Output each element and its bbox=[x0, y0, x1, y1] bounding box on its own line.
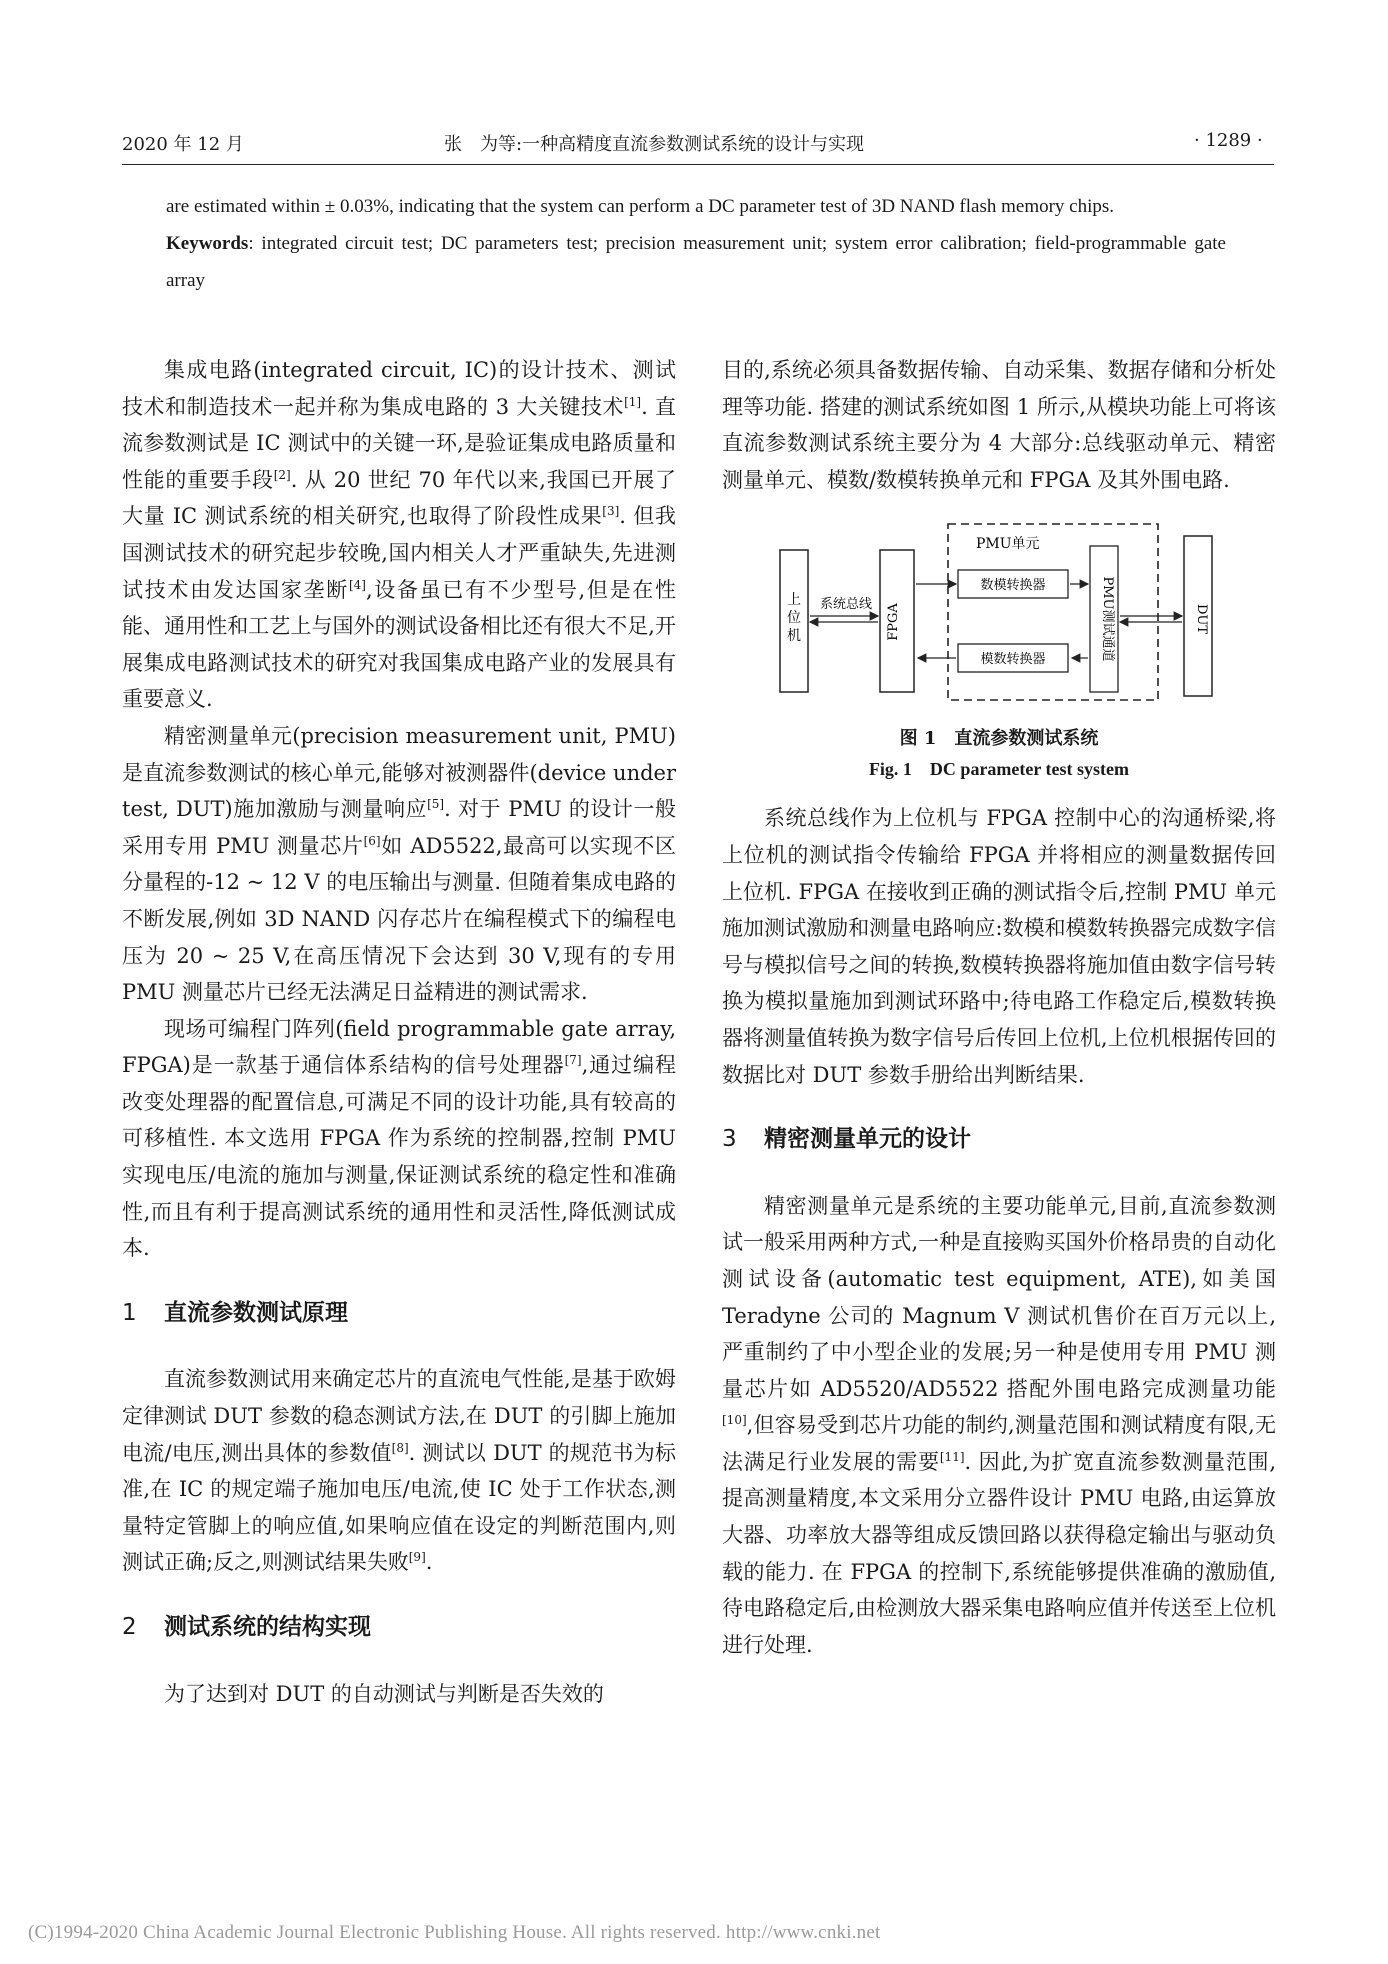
copyright-footer: (C)1994-2020 China Academic Journal Electronic Publishing House. All rights reserved. http://www.cnki.net bbox=[28, 1922, 881, 1943]
host-label-1: 上 bbox=[787, 592, 801, 609]
citation[interactable]: [1] bbox=[624, 394, 642, 409]
citation[interactable]: [7] bbox=[564, 1053, 582, 1068]
citation[interactable]: [5] bbox=[427, 797, 445, 812]
fpga-label: FPGA bbox=[886, 603, 901, 642]
right-column bbox=[722, 352, 1276, 1663]
abstract-block bbox=[166, 188, 1226, 299]
section-heading: 1 直流参数测试原理 bbox=[122, 1299, 348, 1326]
keywords-text: : integrated circuit test; DC parameters test; precision measurement unit; system error calibration; field-programmable gate array bbox=[166, 233, 1226, 291]
paragraph: 系统总线作为上位机与 FPGA 控制中心的沟通桥梁,将上位机的测试指令传输给 FPGA 并将相应的测量数据传回上位机. FPGA 在接收到正确的测试指令后,控制 PMU 单元施加测试激励和测量电路响应:数模和模数转换器完成数字信号与模拟信号之间的转换,数模转换器将施加值由数字信号转换为模拟量施加到测试环路中;待电路工作稳定后,模数转换器将测量值转换为数字信号后传回上位机,上位机根据传回的数据比对 DUT 参数手册给出判断结果. bbox=[722, 806, 1276, 1087]
header-rule bbox=[122, 164, 1274, 165]
paragraph: 目的,系统必须具备数据传输、自动采集、数据存储和分析处理等功能. 搭建的测试系统如图 1 所示,从模块功能上可将该直流参数测试系统主要分为 4 大部分:总线驱动单元、精密测量单元、模数/数模转换单元和 FPGA 及其外围电路. bbox=[722, 358, 1276, 492]
left-column bbox=[122, 352, 676, 1712]
citation[interactable]: [10] bbox=[722, 1413, 747, 1428]
paragraph: 直流参数测试用来确定芯片的直流电气性能,是基于欧姆定律测试 DUT 参数的稳态测试方法,在 DUT 的引脚上施加电流/电压,测出具体的参数值[8]. 测试以 DUT 的规范书为标准,在 IC 的规定端子施加电压/电流,使 IC 处于工作状态,测量特定管脚上的响应值,如果响应值在设定的判断范围内,则测试正确;反之,则测试结果失败[9]. bbox=[122, 1367, 676, 1575]
citation[interactable]: [3] bbox=[602, 504, 620, 519]
citation[interactable]: [11] bbox=[939, 1449, 965, 1464]
adc-label: 模数转换器 bbox=[980, 652, 1046, 668]
citation[interactable]: [2] bbox=[273, 467, 291, 482]
section-heading: 3 精密测量单元的设计 bbox=[722, 1126, 971, 1153]
keywords bbox=[166, 225, 1226, 299]
pmu-unit-label: PMU单元 bbox=[976, 536, 1040, 553]
keywords-label: Keywords bbox=[166, 233, 249, 254]
figure-1 bbox=[722, 516, 1276, 706]
host-label-3: 机 bbox=[787, 628, 801, 645]
paragraph: 为了达到对 DUT 的自动测试与判断是否失效的 bbox=[164, 1681, 604, 1706]
dac-label: 数模转换器 bbox=[980, 578, 1046, 594]
header-title: 张 为等:一种高精度直流参数测试系统的设计与实现 bbox=[444, 134, 865, 155]
paragraph: 现场可编程门阵列(field programmable gate array, FPGA)是一款基于通信体系结构的信号处理器[7],通过编程改变处理器的配置信息,可满足不同的设计功能,具有较高的可移植性. 本文选用 FPGA 作为系统的控制器,控制 PMU 实现电压/电流的施加与测量,保证测试系统的稳定性和准确性,而且有利于提高测试系统的通用性和灵活性,降低测试成本. bbox=[122, 1016, 676, 1261]
citation[interactable]: [8] bbox=[391, 1440, 409, 1455]
paragraph: 集成电路(integrated circuit, IC)的设计技术、测试技术和制造技术一起并称为集成电路的 3 大关键技术[1]. 直流参数测试是 IC 测试中的关键一环,是验证集成电路质量和性能的重要手段[2]. 从 20 世纪 70 年代以来,我国已开展了大量 IC 测试系统的相关研究,也取得了阶段性成果[3]. 但我国测试技术的研究起步较晚,国内相关人才严重缺失,先进测试技术由发达国家垄断[4],设备虽已有不少型号,但是在性能、通用性和工艺上与国外的测试设备相比还有很大不足,开展集成电路测试技术的研究对我国集成电路产业的发展具有重要意义. bbox=[122, 358, 677, 712]
pmu-channel-label: PMU测试通道 bbox=[1100, 576, 1115, 662]
figure-caption-cn: 图 1 直流参数测试系统 bbox=[899, 728, 1099, 750]
paragraph: 精密测量单元是系统的主要功能单元,目前,直流参数测试一般采用两种方式,一种是直接购买国外价格昂贵的自动化测试设备(automatic test equipment, ATE),如美国 Teradyne 公司的 Magnum V 测试机售价在百万元以上,严重制约了中小型企业的发展;另一种是使用专用 PMU 测量芯片如 AD5520/AD5522 搭配外围电路完成测量功能[10],但容易受到芯片功能的制约,测量范围和测试精度有限,无法满足行业发展的需要[11]. 因此,为扩宽直流参数测量范围,提高测量精度,本文采用分立器件设计 PMU 电路,由运算放大器、功率放大器等组成反馈回路以获得稳定输出与驱动负载的能力. 在 FPGA 的控制下,系统能够提供准确的激励值,待电路稳定后,由检测放大器采集电路响应值并传送至上位机进行处理. bbox=[722, 1193, 1277, 1657]
figure-caption-en: Fig. 1 DC parameter test system bbox=[868, 759, 1130, 780]
bus-label: 系统总线 bbox=[819, 597, 873, 613]
block-diagram bbox=[722, 516, 1276, 706]
paragraph: 精密测量单元(precision measurement unit, PMU)是直流参数测试的核心单元,能够对被测器件(device under test, DUT)施加激励与测量响应[5]. 对于 PMU 的设计一般采用专用 PMU 测量芯片[6]如 AD5522,最高可以实现不区分量程的-12 ~ 12 V 的电压输出与测量. 但随着集成电路的不断发展,例如 3D NAND 闪存芯片在编程模式下的编程电压为 20 ~ 25 V,在高压情况下会达到 30 V,现有的专用 PMU 测量芯片已经无法满足日益精进的测试需求. bbox=[122, 723, 676, 1005]
section-heading: 2 测试系统的结构实现 bbox=[122, 1614, 371, 1640]
page-number: · 1289 · bbox=[1194, 130, 1263, 151]
host-label-2: 位 bbox=[787, 610, 801, 627]
dut-label: DUT bbox=[1194, 604, 1209, 635]
citation[interactable]: [4] bbox=[348, 577, 366, 592]
citation[interactable]: [6] bbox=[363, 833, 381, 848]
citation[interactable]: [9] bbox=[408, 1550, 426, 1565]
abstract-tail: are estimated within ± 0.03%, indicating that the system can perform a DC parameter test of 3D NAND flash memory chips. bbox=[166, 196, 1115, 217]
header-date: 2020 年 12 月 bbox=[122, 134, 244, 155]
